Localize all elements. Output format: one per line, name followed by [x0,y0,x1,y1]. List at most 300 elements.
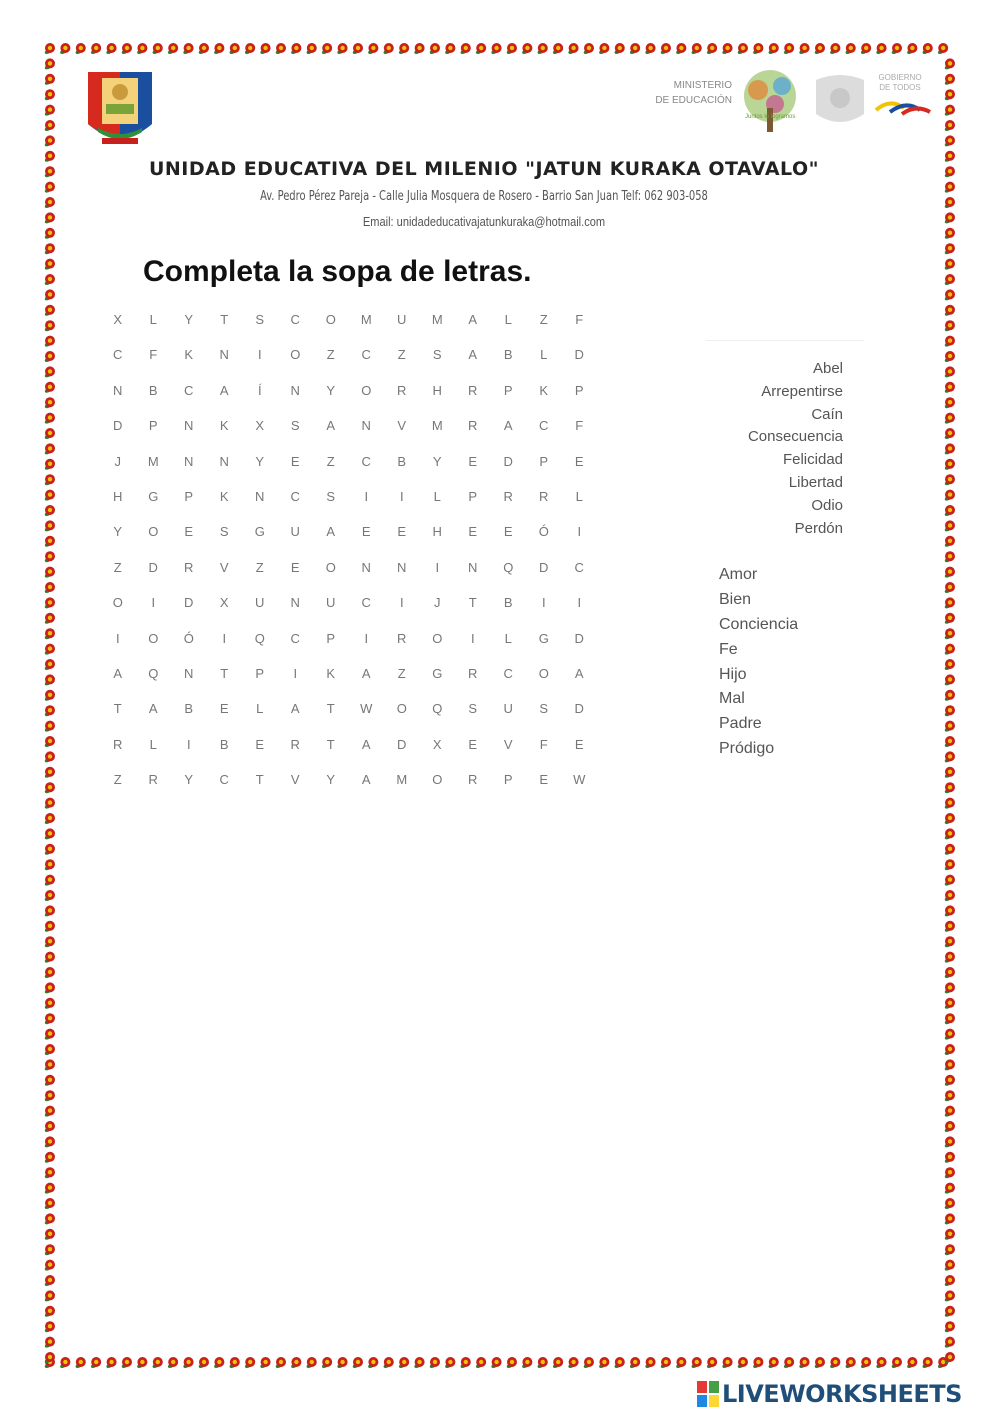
border-flower [944,1260,955,1272]
border-flower [44,197,55,209]
border-flower [44,336,55,348]
grid-letter[interactable]: G [432,665,443,681]
grid-letter[interactable]: Z [255,559,264,575]
grid-letter[interactable]: D [503,453,513,469]
grid-letter[interactable]: N [397,559,407,575]
grid-letter[interactable]: Ó [538,524,549,540]
border-flower [944,967,955,979]
grid-letter[interactable]: I [222,630,227,646]
grid-letter[interactable]: I [115,630,120,646]
grid-letter[interactable]: L [149,736,157,752]
grid-letter[interactable]: I [364,488,369,504]
border-flower [444,43,455,55]
grid-letter[interactable]: N [184,453,194,469]
grid-letter[interactable]: Q [254,630,265,646]
border-flower [944,120,955,132]
border-flower [944,259,955,271]
border-flower [44,875,55,887]
grid-letter[interactable]: A [361,665,371,681]
border-flower [44,1321,55,1333]
grid-letter[interactable]: Í [257,382,262,398]
grid-letter[interactable]: R [148,772,158,788]
grid-letter[interactable]: M [431,418,443,434]
border-flower [352,43,363,55]
border-flower [706,43,717,55]
border-flower [44,1229,55,1241]
grid-letter[interactable]: Y [184,772,194,788]
border-flower [44,613,55,625]
grid-letter[interactable]: T [326,736,335,752]
grid-letter[interactable]: N [290,595,300,611]
grid-letter[interactable]: X [255,418,265,434]
grid-letter[interactable]: F [539,736,548,752]
grid-letter[interactable]: X [432,736,442,752]
grid-letter[interactable]: M [396,772,408,788]
grid-letter[interactable]: M [360,312,372,327]
border-flower [44,597,55,609]
grid-letter[interactable]: T [326,701,335,717]
border-flower [444,1357,455,1369]
grid-letter[interactable]: D [539,559,549,575]
grid-letter[interactable]: Q [432,701,443,717]
grid-letter[interactable]: O [290,347,301,363]
border-flower [721,43,732,55]
grid-letter[interactable]: P [503,772,513,788]
border-flower [213,1357,224,1369]
grid-letter[interactable]: A [113,665,123,681]
grid-letter[interactable]: L [575,488,583,504]
grid-letter[interactable]: N [219,347,229,363]
grid-letter[interactable]: D [574,701,584,717]
grid-letter[interactable]: P [539,453,549,469]
grid-letter[interactable]: Y [326,382,336,398]
border-flower [44,782,55,794]
grid-letter[interactable]: B [219,736,229,752]
grid-letter[interactable]: C [290,312,300,327]
grid-letter[interactable]: U [397,312,407,327]
grid-letter[interactable]: B [184,701,194,717]
grid-letter[interactable]: P [148,418,158,434]
border-flower [721,1357,732,1369]
border-flower [44,644,55,656]
grid-letter[interactable]: R [468,772,478,788]
grid-letter[interactable]: D [574,630,584,646]
grid-letter[interactable]: L [433,488,441,504]
border-flower [429,43,440,55]
grid-letter[interactable]: E [219,701,229,717]
grid-letter[interactable]: V [290,772,300,788]
border-flower [875,1357,886,1369]
grid-letter[interactable]: A [290,701,300,717]
grid-letter[interactable]: C [290,630,300,646]
grid-letter[interactable]: I [399,595,404,611]
grid-letter[interactable]: U [290,524,300,540]
grid-letter[interactable]: L [540,347,548,363]
border-flower [537,43,548,55]
grid-letter[interactable]: A [361,736,371,752]
grid-letter[interactable]: R [397,630,407,646]
grid-letter[interactable]: I [364,630,369,646]
grid-letter[interactable]: A [326,418,336,434]
border-flower [44,1167,55,1179]
border-flower [167,43,178,55]
grid-letter[interactable]: J [434,595,441,611]
grid-letter[interactable]: X [219,595,229,611]
border-flower [944,351,955,363]
grid-letter[interactable]: S [539,701,549,717]
grid-letter[interactable]: P [326,630,336,646]
grid-letter[interactable]: E [290,559,300,575]
grid-letter[interactable]: O [538,665,549,681]
border-flower [614,1357,625,1369]
border-flower [44,397,55,409]
grid-letter[interactable]: V [219,559,229,575]
grid-letter[interactable]: J [114,453,121,469]
border-flower [306,1357,317,1369]
border-flower [944,243,955,255]
grid-letter[interactable]: R [468,665,478,681]
grid-letter[interactable]: K [539,382,549,398]
border-flower [259,1357,270,1369]
grid-letter[interactable]: S [219,524,229,540]
grid-letter[interactable]: I [577,595,582,611]
border-flower [944,320,955,332]
grid-letter[interactable]: N [184,665,194,681]
grid-letter[interactable]: D [148,559,158,575]
grid-letter[interactable]: Z [539,312,548,327]
grid-letter[interactable]: P [574,382,584,398]
grid-letter[interactable]: K [184,347,194,363]
grid-letter[interactable]: T [468,595,477,611]
border-flower [460,1357,471,1369]
grid-letter[interactable]: Z [397,347,406,363]
word-list-item: Amor [719,566,758,583]
grid-letter[interactable]: S [255,312,265,327]
grid-letter[interactable]: P [255,665,265,681]
border-flower [537,1357,548,1369]
grid-letter[interactable]: A [326,524,336,540]
border-flower [475,1357,486,1369]
grid-letter[interactable]: P [503,382,513,398]
border-flower [44,320,55,332]
grid-letter[interactable]: C [219,772,229,788]
grid-letter[interactable]: R [113,736,123,752]
grid-letter[interactable]: T [255,772,264,788]
grid-letter[interactable]: G [538,630,549,646]
border-flower [352,1357,363,1369]
grid-letter[interactable]: I [577,524,582,540]
liveworksheets-logo[interactable] [697,1379,962,1409]
grid-letter[interactable]: I [293,665,298,681]
grid-letter[interactable]: O [361,382,372,398]
grid-letter[interactable]: F [149,347,158,363]
border-flower [136,1357,147,1369]
grid-letter[interactable]: Z [326,453,335,469]
grid-letter[interactable]: N [468,559,478,575]
border-flower [944,567,955,579]
border-flower [213,43,224,55]
grid-letter[interactable]: N [290,382,300,398]
border-flower [198,43,209,55]
grid-letter[interactable]: A [468,312,478,327]
border-flower [944,597,955,609]
divider [706,340,864,341]
border-flower [944,382,955,394]
school-seal-logo [82,68,158,152]
grid-letter[interactable]: O [432,772,443,788]
border-flower [944,1029,955,1041]
grid-letter[interactable]: G [254,524,265,540]
grid-letter[interactable]: A [361,772,371,788]
grid-letter[interactable]: A [148,701,158,717]
border-flower [798,1357,809,1369]
border-flower [752,43,763,55]
grid-letter[interactable]: E [539,772,549,788]
border-flower [152,1357,163,1369]
grid-letter[interactable]: V [503,736,513,752]
grid-letter[interactable]: I [399,488,404,504]
grid-letter[interactable]: H [113,488,123,504]
border-flower [44,1152,55,1164]
border-flower [944,1167,955,1179]
border-flower [75,43,86,55]
grid-letter[interactable]: O [325,312,336,327]
border-flower [44,905,55,917]
border-flower [860,43,871,55]
border-flower [944,536,955,548]
grid-letter[interactable]: I [151,595,156,611]
border-flower [944,135,955,147]
border-flower [44,828,55,840]
border-flower [44,490,55,502]
grid-letter[interactable]: E [397,524,407,540]
grid-letter[interactable]: K [326,665,336,681]
grid-letter[interactable]: R [184,559,194,575]
border-flower [44,998,55,1010]
grid-letter[interactable]: O [148,524,159,540]
grid-letter[interactable]: N [219,453,229,469]
grid-letter[interactable]: Z [397,665,406,681]
border-flower [906,43,917,55]
grid-letter[interactable]: E [184,524,194,540]
border-flower [44,382,55,394]
border-flower [44,1213,55,1225]
grid-letter[interactable]: A [219,382,229,398]
border-flower [944,551,955,563]
grid-letter[interactable]: B [397,453,407,469]
grid-letter[interactable]: T [220,312,229,327]
grid-letter[interactable]: K [219,488,229,504]
border-flower [44,105,55,117]
grid-letter[interactable]: C [184,382,194,398]
grid-letter[interactable]: W [360,701,373,717]
grid-letter[interactable]: S [432,347,442,363]
grid-letter[interactable]: M [431,312,443,327]
grid-letter[interactable]: P [184,488,194,504]
svg-text:DE EDUCACIÓN: DE EDUCACIÓN [655,95,732,106]
grid-letter[interactable]: Y [326,772,336,788]
border-flower [44,844,55,856]
grid-letter[interactable]: N [255,488,265,504]
grid-letter[interactable]: N [361,559,371,575]
grid-letter[interactable]: C [290,488,300,504]
grid-letter[interactable]: B [503,595,513,611]
grid-letter[interactable]: E [468,453,478,469]
grid-letter[interactable]: R [468,418,478,434]
border-flower [44,1121,55,1133]
grid-letter[interactable]: X [113,312,123,327]
border-flower [944,952,955,964]
grid-letter[interactable]: C [361,453,371,469]
grid-letter[interactable]: U [255,595,265,611]
grid-letter[interactable]: B [148,382,158,398]
border-flower [44,1059,55,1071]
border-flower [944,736,955,748]
border-flower [944,582,955,594]
grid-letter[interactable]: C [361,595,371,611]
grid-letter[interactable]: P [468,488,478,504]
border-flower [229,1357,240,1369]
grid-letter[interactable]: G [148,488,159,504]
grid-letter[interactable]: Z [113,559,122,575]
grid-letter[interactable]: M [147,453,159,469]
grid-letter[interactable]: Y [184,312,194,327]
grid-letter[interactable]: N [113,382,123,398]
grid-letter[interactable]: C [539,418,549,434]
grid-letter[interactable]: E [574,453,584,469]
grid-letter[interactable]: Q [148,665,159,681]
grid-letter[interactable]: C [113,347,123,363]
grid-letter[interactable]: O [325,559,336,575]
grid-letter[interactable]: B [503,347,513,363]
border-flower [44,1183,55,1195]
grid-letter[interactable]: Ó [183,630,194,646]
grid-letter[interactable]: E [574,736,584,752]
border-flower [944,428,955,440]
grid-letter[interactable]: V [397,418,407,434]
border-flower [44,628,55,640]
grid-letter[interactable]: Y [432,453,442,469]
grid-letter[interactable]: I [257,347,262,363]
border-flower [860,1357,871,1369]
grid-letter[interactable]: A [468,347,478,363]
border-flower [182,1357,193,1369]
grid-letter[interactable]: I [186,736,191,752]
grid-letter[interactable]: E [361,524,371,540]
border-flower [44,289,55,301]
border-flower [944,705,955,717]
border-flower [44,1275,55,1287]
grid-letter[interactable]: L [149,312,157,327]
grid-letter[interactable]: Z [326,347,335,363]
grid-letter[interactable]: E [290,453,300,469]
grid-letter[interactable]: H [432,524,442,540]
grid-letter[interactable]: E [468,736,478,752]
grid-letter[interactable]: R [290,736,300,752]
border-flower [321,1357,332,1369]
grid-letter[interactable]: N [361,418,371,434]
border-flower [460,43,471,55]
grid-letter[interactable]: S [468,701,478,717]
border-flower [944,751,955,763]
grid-letter[interactable]: D [184,595,194,611]
border-flower [944,905,955,917]
border-flower [44,813,55,825]
grid-letter[interactable]: U [326,595,336,611]
word-list-item: Consecuencia [747,428,843,446]
border-flower [937,43,948,55]
grid-letter[interactable]: O [396,701,407,717]
grid-letter[interactable]: E [255,736,265,752]
border-flower [44,43,55,55]
grid-letter[interactable]: D [113,418,123,434]
grid-letter[interactable]: O [112,595,123,611]
grid-letter[interactable]: R [503,488,513,504]
grid-letter[interactable]: R [397,382,407,398]
grid-letter[interactable]: Y [113,524,123,540]
grid-letter[interactable]: F [575,418,584,434]
grid-letter[interactable]: E [503,524,513,540]
border-flower [644,1357,655,1369]
grid-letter[interactable]: Y [255,453,265,469]
grid-letter[interactable]: Q [503,559,514,575]
grid-letter[interactable]: Z [113,772,122,788]
word-search-grid[interactable] [100,302,597,797]
grid-letter[interactable]: A [503,418,513,434]
svg-text:Juntos lo logramos: Juntos lo logramos [745,114,796,120]
grid-letter[interactable]: S [290,418,300,434]
grid-letter[interactable]: E [468,524,478,540]
grid-letter[interactable]: R [468,382,478,398]
border-flower [229,43,240,55]
grid-letter[interactable]: T [113,701,122,717]
border-flower [798,43,809,55]
border-flower [598,43,609,55]
border-flower [44,1260,55,1272]
border-flower [413,43,424,55]
grid-letter[interactable]: A [574,665,584,681]
border-flower [567,1357,578,1369]
border-flower [44,967,55,979]
svg-text:DE TODOS: DE TODOS [879,83,921,92]
grid-letter[interactable]: N [184,418,194,434]
grid-letter[interactable]: R [539,488,549,504]
grid-letter[interactable]: L [504,630,512,646]
grid-letter[interactable]: L [256,701,264,717]
grid-letter[interactable]: O [148,630,159,646]
grid-letter[interactable]: I [470,630,475,646]
grid-letter[interactable]: S [326,488,336,504]
border-flower [290,43,301,55]
grid-letter[interactable]: W [573,772,586,788]
grid-letter[interactable]: D [397,736,407,752]
grid-letter[interactable]: C [503,665,513,681]
grid-letter[interactable]: C [574,559,584,575]
grid-letter[interactable]: F [575,312,584,327]
grid-letter[interactable]: U [503,701,513,717]
border-flower [90,1357,101,1369]
grid-letter[interactable]: I [541,595,546,611]
border-flower [44,721,55,733]
grid-letter[interactable]: O [432,630,443,646]
grid-letter[interactable]: H [432,382,442,398]
grid-letter[interactable]: C [361,347,371,363]
grid-letter[interactable]: K [219,418,229,434]
grid-letter[interactable]: I [435,559,440,575]
grid-letter[interactable]: L [504,312,512,327]
grid-letter[interactable]: D [574,347,584,363]
grid-letter[interactable]: T [220,665,229,681]
